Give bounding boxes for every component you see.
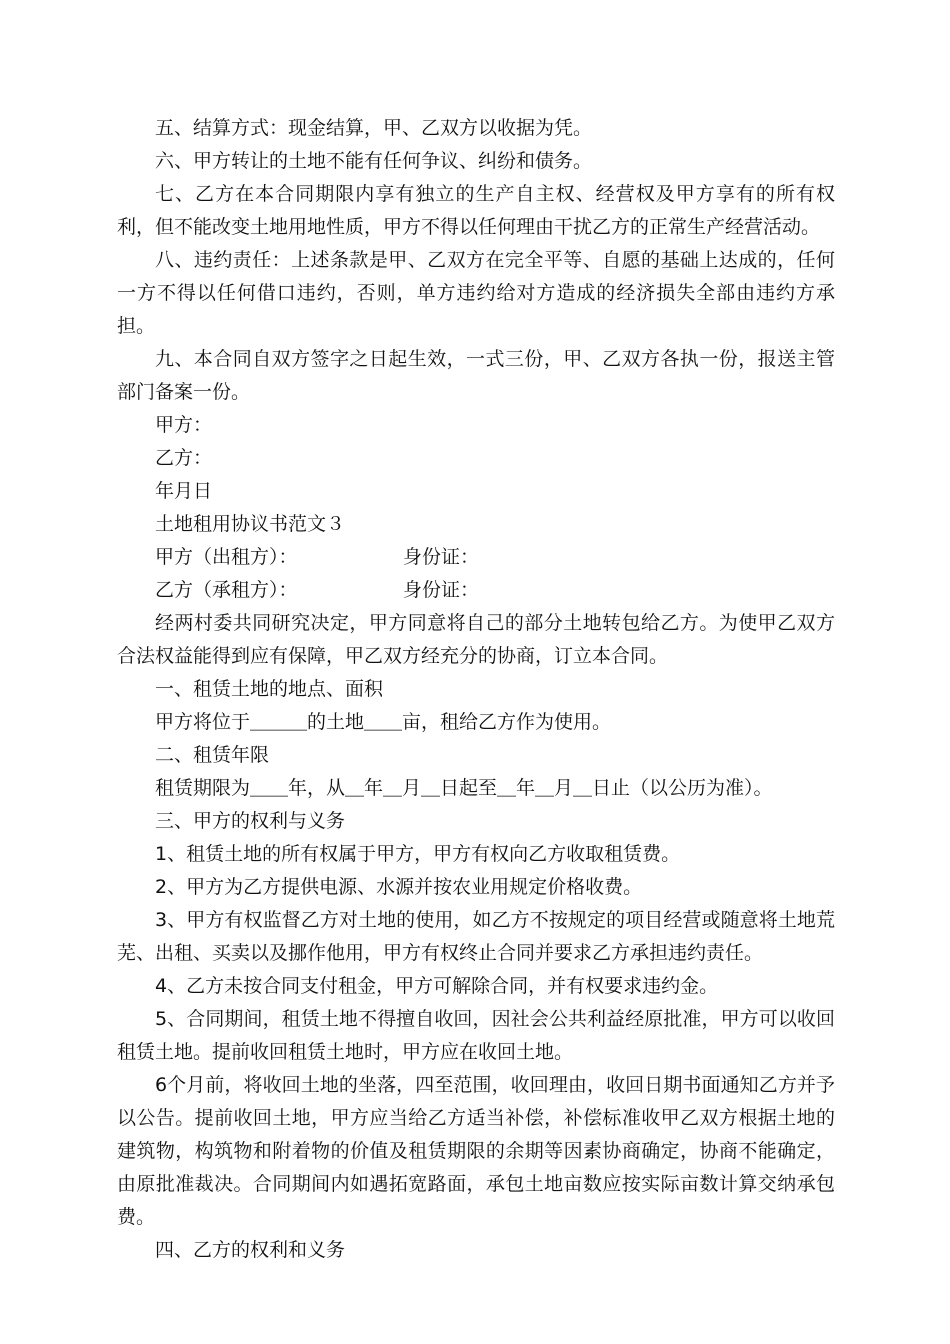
party-b-row — [117, 574, 835, 607]
preamble: 经两村委共同研究决定，甲方同意将自己的部分土地转包给乙方。为使甲乙双方合法权益能得到应有保障，甲乙双方经充分的协商，订立本合同。 — [117, 612, 835, 667]
signature-party-a: 甲方： — [155, 414, 213, 436]
clause-9: 九、本合同自双方签字之日起生效，一式三份，甲、乙双方各执一份，报送主管部门备案一份。 — [117, 348, 835, 403]
signature-date: 年月日 — [155, 480, 213, 502]
party-a-label: 甲方（出租方）： — [155, 546, 298, 568]
lease-term-text: 租赁期限为＿＿年，从＿年＿月＿日起至＿年＿月＿日止（以公历为准）。 — [155, 777, 773, 799]
clause-5: 五、结算方式：现金结算，甲、乙双方以收据为凭。 — [155, 117, 593, 139]
clause-8: 八、违约责任：上述条款是甲、乙双方在完全平等、自愿的基础上达成的，任何一方不得以任何借口违约，否则，单方违约给对方造成的经济损失全部由违约方承担。 — [117, 249, 835, 337]
location-area-text: 甲方将位于＿＿＿的土地＿＿亩，租给乙方作为使用。 — [155, 711, 612, 733]
party-a-right-3: 3、甲方有权监督乙方对土地的使用，如乙方不按规定的项目经营或随意将土地荒芜、出租、买卖以及挪作他用，甲方有权终止合同并要求乙方承担违约责任。 — [117, 909, 835, 964]
party-a-right-2: 2、甲方为乙方提供电源、水源并按农业用规定价格收费。 — [155, 876, 643, 898]
section-title: 土地租用协议书范文３ — [155, 513, 346, 535]
party-a-id-label: 身份证： — [403, 546, 480, 568]
clause-6: 六、甲方转让的土地不能有任何争议、纠纷和债务。 — [155, 150, 593, 172]
party-a-right-1: 1、租赁土地的所有权属于甲方，甲方有权向乙方收取租赁费。 — [155, 843, 681, 865]
party-a-right-5: 5、合同期间，租赁土地不得擅自收回，因社会公共利益经原批准，甲方可以收回租赁土地。提前收回租赁土地时，甲方应在收回土地。 — [117, 1008, 835, 1063]
party-b-label: 乙方（承租方）： — [155, 579, 298, 601]
party-a-right-4: 4、乙方未按合同支付租金，甲方可解除合同，并有权要求违约金。 — [155, 975, 719, 997]
heading-party-b-rights: 四、乙方的权利和义务 — [155, 1239, 346, 1261]
heading-party-a-rights: 三、甲方的权利与义务 — [155, 810, 346, 832]
heading-lease-term: 二、租赁年限 — [155, 744, 270, 766]
signature-party-b: 乙方： — [155, 447, 213, 469]
document-body — [117, 112, 835, 1267]
party-b-id-label: 身份证： — [403, 579, 480, 601]
party-a-row — [117, 541, 835, 574]
party-a-right-5-cont: 6个月前，将收回土地的坐落，四至范围，收回理由，收回日期书面通知乙方并予以公告。提前收回土地，甲方应当给乙方适当补偿，补偿标准收甲乙双方根据土地的建筑物，构筑物和附着物的价值及租赁期限的余期等因素协商确定，协商不能确定，由原批准裁决。合同期间内如遇拓宽路面，承包土地亩数应按实际亩数计算交纳承包费。 — [117, 1074, 835, 1228]
clause-7: 七、乙方在本合同期限内享有独立的生产自主权、经营权及甲方享有的所有权利，但不能改变土地用地性质，甲方不得以任何理由干扰乙方的正常生产经营活动。 — [117, 183, 835, 238]
heading-location-area: 一、租赁土地的地点、面积 — [155, 678, 384, 700]
